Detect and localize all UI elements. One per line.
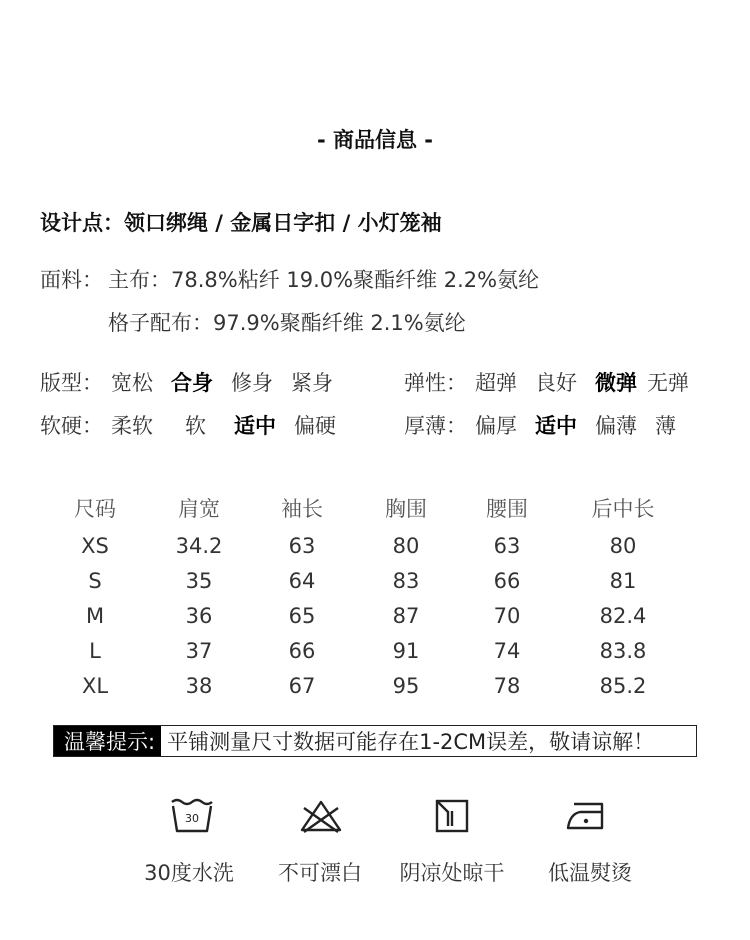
table-cell: 64 xyxy=(288,568,316,593)
shade-dry-icon xyxy=(435,798,469,834)
column-header: 肩宽 xyxy=(178,497,220,521)
table-cell: 85.2 xyxy=(599,673,647,698)
table-cell: XS xyxy=(81,533,109,558)
table-cell: 81 xyxy=(609,568,637,593)
attr-option: 适中 xyxy=(535,414,577,438)
section-title: - 商品信息 - xyxy=(316,128,434,152)
tip-text: 平铺测量尺寸数据可能存在1-2CM误差，敬请谅解！ xyxy=(167,730,655,754)
attr-option: 良好 xyxy=(535,371,577,395)
wash-temp-text: 30 xyxy=(185,812,199,825)
care-label-bleach: 不可漂白 xyxy=(278,861,362,885)
table-cell: 70 xyxy=(493,603,521,628)
fabric-check: 格子配布：97.9%聚酯纤维 2.1%氨纶 xyxy=(108,311,466,335)
column-header: 胸围 xyxy=(385,497,427,521)
table-cell: L xyxy=(89,638,101,663)
table-cell: 82.4 xyxy=(599,603,647,628)
table-cell: 91 xyxy=(392,638,420,663)
table-cell: 87 xyxy=(392,603,420,628)
table-row xyxy=(40,598,688,633)
size-table-header xyxy=(40,488,688,528)
attr-option: 软 xyxy=(185,414,206,438)
design-points: 设计点：领口绑绳 / 金属日字扣 / 小灯笼袖 xyxy=(40,211,442,235)
attr-label: 弹性： xyxy=(404,371,467,395)
table-cell: 67 xyxy=(288,673,316,698)
table-cell: 63 xyxy=(493,533,521,558)
table-cell: 37 xyxy=(185,638,213,663)
attr-label: 厚薄： xyxy=(404,414,467,438)
table-cell: XL xyxy=(81,673,109,698)
care-label-wash: 30度水洗 xyxy=(144,861,234,885)
attr-option: 薄 xyxy=(655,414,676,438)
attr-label: 版型： xyxy=(40,371,103,395)
table-cell: 36 xyxy=(185,603,213,628)
attr-option: 偏厚 xyxy=(475,414,517,438)
care-label-dry: 阴凉处晾干 xyxy=(399,861,505,885)
no-bleach-icon xyxy=(298,798,344,834)
table-cell: 80 xyxy=(609,533,637,558)
table-cell: 34.2 xyxy=(175,533,223,558)
table-cell: 66 xyxy=(493,568,521,593)
warm-tip xyxy=(53,725,697,757)
table-cell: 83 xyxy=(392,568,420,593)
column-header: 袖长 xyxy=(281,497,323,521)
column-header: 后中长 xyxy=(591,497,655,521)
attr-option: 适中 xyxy=(234,414,276,438)
size-table xyxy=(40,488,688,703)
table-cell: 74 xyxy=(493,638,521,663)
table-cell: 78 xyxy=(493,673,521,698)
attr-elasticity xyxy=(404,367,707,397)
attr-option: 合身 xyxy=(171,371,213,395)
attr-option: 宽松 xyxy=(111,371,153,395)
attr-option: 修身 xyxy=(231,371,273,395)
attr-option: 紧身 xyxy=(291,371,333,395)
fabric-main: 主布：78.8%粘纤 19.0%聚酯纤维 2.2%氨纶 xyxy=(108,268,540,292)
care-label-iron: 低温熨烫 xyxy=(548,861,632,885)
table-cell: S xyxy=(88,568,102,593)
table-cell: 63 xyxy=(288,533,316,558)
table-cell: 38 xyxy=(185,673,213,698)
column-header: 腰围 xyxy=(486,497,528,521)
attr-thickness xyxy=(404,410,694,440)
table-cell: 95 xyxy=(392,673,420,698)
table-row xyxy=(40,528,688,563)
table-row xyxy=(40,633,688,668)
tip-label: 温馨提示: xyxy=(54,726,161,756)
fabric-label: 面料： xyxy=(40,268,103,292)
table-row xyxy=(40,563,688,598)
table-cell: 80 xyxy=(392,533,420,558)
table-cell: 83.8 xyxy=(599,638,647,663)
attr-softness xyxy=(40,410,354,440)
column-header: 尺码 xyxy=(74,497,116,521)
attr-option: 偏薄 xyxy=(595,414,637,438)
low-iron-icon xyxy=(566,798,608,834)
table-row xyxy=(40,668,688,703)
attr-option: 微弹 xyxy=(595,371,637,395)
attr-option: 无弹 xyxy=(647,371,689,395)
attr-option: 柔软 xyxy=(111,414,153,438)
attr-option: 超弹 xyxy=(475,371,517,395)
table-cell: 65 xyxy=(288,603,316,628)
attr-fit xyxy=(40,367,351,397)
attr-label: 软硬： xyxy=(40,414,103,438)
table-cell: 66 xyxy=(288,638,316,663)
attr-option: 偏硬 xyxy=(294,414,336,438)
table-cell: 35 xyxy=(185,568,213,593)
wash-30-icon xyxy=(170,798,214,834)
table-cell: M xyxy=(85,603,105,628)
